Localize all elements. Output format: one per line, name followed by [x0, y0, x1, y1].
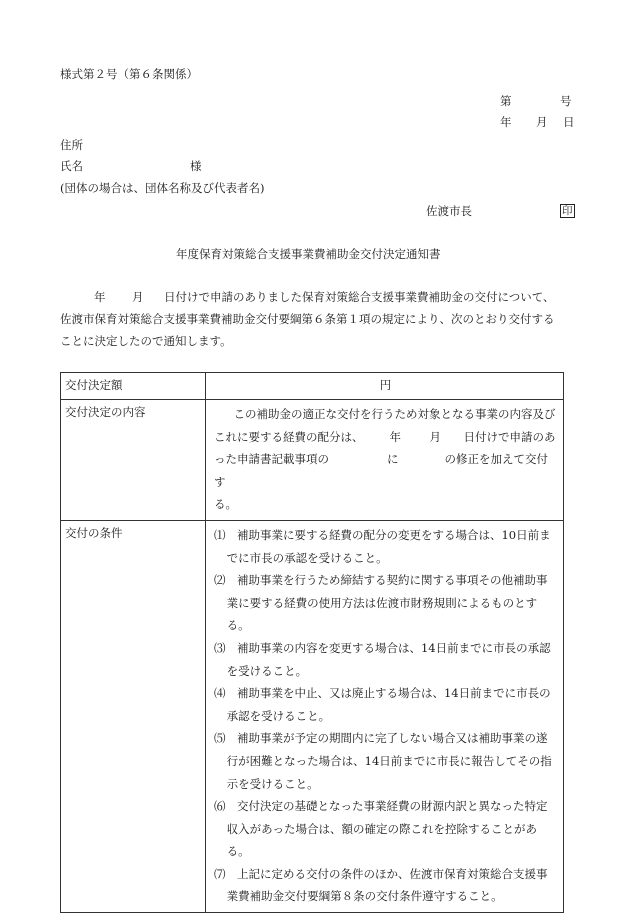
table-row-amount [61, 373, 564, 400]
date-month-label: 月 [536, 115, 548, 129]
decision-table [60, 372, 564, 913]
content-year-label: 年 [389, 429, 401, 444]
condition-item [214, 795, 557, 863]
document-number-prefix: 第 [500, 94, 512, 108]
condition-item [214, 727, 557, 795]
amount-value: 円 [206, 373, 564, 400]
document-title: 年度保育対策総合支援事業費補助金交付決定通知書 [176, 247, 441, 261]
condition-number: ⑶ [214, 640, 226, 655]
condition-text: 交付決定の基礎となった事業経費の財源内訳と異なった特定 [236, 799, 548, 814]
condition-number: ⑷ [214, 686, 226, 701]
content-label: 交付決定の内容 [61, 400, 206, 521]
condition-text-continued: る。 [226, 618, 250, 633]
document-number-suffix: 号 [560, 94, 572, 108]
condition-text-continued: 収入があった場合は、額の確定の際これを控除することがある。 [226, 821, 538, 859]
condition-text-continued: 行が困難となった場合は、14日前までに市長に報告してその指 [226, 753, 552, 768]
content-body [206, 400, 564, 521]
content-line-1: この補助金の適正な交付を行うため対象となる事業の内容及び [233, 407, 556, 421]
condition-number: ⑺ [214, 866, 226, 881]
condition-text: 補助事業に要する経費の配分の変更をする場合は、10日前ま [236, 527, 551, 542]
condition-text: 上記に定める交付の条件のほか、佐渡市保育対策総合支援事 [236, 866, 548, 881]
seal-mark: 印 [562, 205, 573, 217]
condition-number: ⑵ [214, 573, 226, 588]
condition-text-continued: でに市長の承認を受けること。 [226, 550, 388, 565]
intro-year-label: 年 [94, 290, 106, 304]
condition-item [214, 569, 557, 637]
condition-text-continued: 業に要する経費の使用方法は佐渡市財務規則によるものとす [226, 595, 538, 610]
condition-text-continued: を受けること。 [226, 663, 308, 678]
date-day-label: 日 [563, 115, 575, 129]
intro-line-2: 佐渡市保育対策総合支援事業費補助金交付要綱第６条第１項の規定により、次のとおり交付する [60, 312, 555, 326]
table-row-content [61, 400, 564, 521]
date-year-label: 年 [500, 115, 512, 129]
issuer-title: 佐渡市長 [426, 204, 472, 218]
address-label: 住所 [60, 138, 83, 152]
conditions-label: 交付の条件 [61, 520, 206, 912]
content-line-2-tail: 日付けで申請のあ [463, 429, 556, 444]
content-line-2 [214, 426, 557, 449]
intro-line-3: ことに決定したので通知します。 [60, 334, 232, 348]
organization-note: (団体の場合は、団体名称及び代表者名) [60, 181, 265, 195]
condition-number: ⑸ [214, 731, 226, 746]
condition-text: 補助事業の内容を変更する場合は、14日前までに市長の承認 [236, 640, 551, 655]
condition-item [214, 863, 557, 908]
intro-line-1-text: 日付けで申請のありました保育対策総合支援事業費補助金の交付について、 [164, 290, 555, 304]
name-label: 氏名 [60, 159, 83, 173]
content-month-label: 月 [429, 429, 441, 444]
condition-text: 補助事業が予定の期間内に完了しない場合又は補助事業の遂 [236, 731, 548, 746]
name-honorific: 様 [190, 159, 202, 173]
content-line-3-tail: の修正を加えて交付す [214, 452, 548, 489]
condition-text-continued: 承認を受けること。 [226, 708, 331, 723]
table-row-conditions [61, 520, 564, 912]
condition-item [214, 682, 557, 727]
intro-paragraph [60, 286, 574, 352]
conditions-body [206, 520, 564, 912]
content-line-2-head: これに要する経費の配分は、 [214, 429, 364, 444]
content-line-3-head: った申請書記載事項の [214, 452, 329, 467]
condition-text-continued: 業費補助金交付要綱第８条の交付条件遵守すること。 [226, 889, 503, 904]
form-number: 様式第２号（第６条関係） [60, 67, 198, 81]
content-line-3-mid: に [387, 452, 399, 467]
intro-month-label: 月 [132, 290, 144, 304]
amount-label: 交付決定額 [61, 373, 206, 400]
condition-text: 補助事業を中止、又は廃止する場合は、14日前までに市長の [236, 686, 551, 701]
condition-text-continued: 示を受けること。 [226, 776, 319, 791]
condition-number: ⑹ [214, 799, 226, 814]
condition-item [214, 637, 557, 682]
content-line-3 [214, 448, 557, 493]
condition-text: 補助事業を行うため締結する契約に関する事項その他補助事 [236, 573, 548, 588]
condition-number: ⑴ [214, 527, 226, 542]
content-line-4: る。 [214, 497, 237, 512]
condition-item [214, 524, 557, 569]
